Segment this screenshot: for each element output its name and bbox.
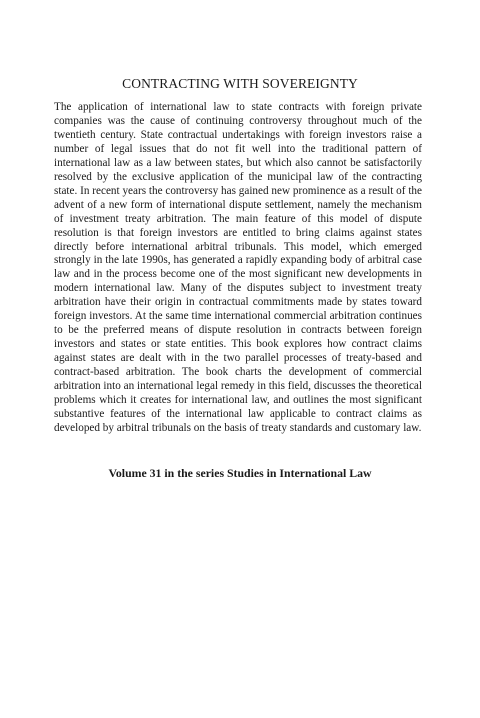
book-description: The application of international law to state contracts with foreign private companies was the cause of continuing controversy throughout much of the twentieth century. State contractual undertakings with foreign investors raise a number of legal issues that do not fit well into the traditional pattern of international law as a law between states, but which also cannot be satisfactorily resolved by the exclusive application of the municipal law of the contracting state. In recent years the controversy has gained new prominence as a result of the advent of a new form of international dispute settlement, namely the mechanism of investment treaty arbitration. The main feature of this model of dispute resolution is that foreign investors are entitled to bring claims against states directly before international arbitral tribunals. This model, which emerged strongly in the late 1990s, has generated a rapidly expanding body of arbitral case law and in the process become one of the most significant new developments in modern international law. Many of the disputes subject to investment treaty arbitration have their origin in contractual commitments made by states toward foreign investors. At the same time international commercial arbitration continues to be the preferred means of dispute resolution in contracts between foreign investors and states or state entities. This book explores how contract claims against states are dealt with in the two parallel processes of treaty-based and contract-based arbitration. The book charts the development of commercial arbitration into an international legal remedy in this field, discusses the theoretical problems which it creates for international law, and outlines the most significant substantive features of the international law applicable to contract claims as developed by arbitral tribunals on the basis of treaty standards and customary law. [54,101,422,434]
book-title: CONTRACTING WITH SOVEREIGNTY [122,76,358,91]
series-note: Volume 31 in the series Studies in International Law [108,466,372,480]
